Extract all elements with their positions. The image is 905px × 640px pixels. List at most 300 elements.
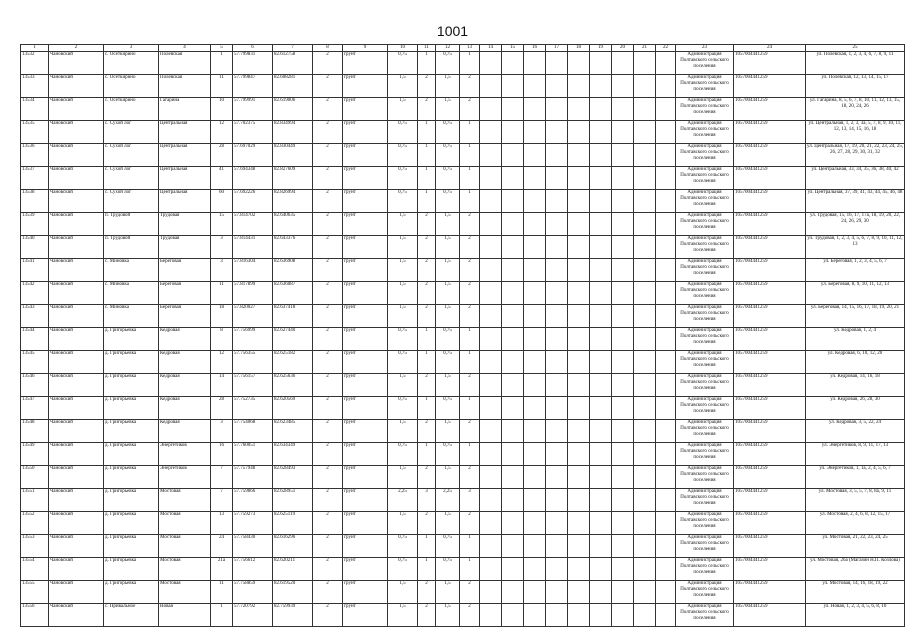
table-cell: Администрация Полтавского сельского поселения [676, 443, 734, 466]
table-cell [546, 397, 568, 420]
table-cell: 57.692226 [233, 190, 273, 213]
table-cell: 1 [460, 167, 480, 190]
table-cell: 57.758430 [233, 535, 273, 558]
table-cell [524, 512, 546, 535]
table-cell: 82.643376 [273, 236, 313, 259]
table-cell [568, 52, 590, 75]
table-cell [502, 489, 524, 512]
table-cell [656, 397, 676, 420]
table-cell [590, 121, 612, 144]
table-cell: 0,75 [388, 190, 418, 213]
table-cell [612, 75, 634, 98]
table-cell: 1057004441259 [734, 236, 806, 259]
table-cell [546, 558, 568, 581]
table-cell: 2 [460, 75, 480, 98]
table-cell: 1,5 [388, 604, 418, 627]
table-cell [612, 581, 634, 604]
table-cell [502, 397, 524, 420]
table-cell [524, 328, 546, 351]
table-cell: ул. Мостовая, 21, 22, 23, 24, 25 [806, 535, 905, 558]
column-header: 7 [273, 45, 313, 52]
table-cell: 1,5 [436, 581, 460, 604]
table-cell [546, 236, 568, 259]
table-cell [524, 558, 546, 581]
table-cell: 7 [211, 489, 233, 512]
table-cell: 2 [418, 259, 436, 282]
table-cell: ул. Центральная, 33, 34, 35, 36, 38, 40, 42 [806, 167, 905, 190]
table-cell: 1,5 [388, 98, 418, 121]
table-cell [568, 328, 590, 351]
table-cell [612, 604, 634, 627]
table-cell [480, 581, 502, 604]
table-cell [612, 52, 634, 75]
table-cell: Чановский [49, 558, 104, 581]
column-header: 4 [159, 45, 211, 52]
table-cell: Чановский [49, 305, 104, 328]
table-cell: 2 [418, 282, 436, 305]
table-cell: 82.627440 [273, 328, 313, 351]
table-cell: 2 [313, 558, 343, 581]
table-cell: 0,75 [388, 535, 418, 558]
table-cell [612, 190, 634, 213]
table-cell: 2 [313, 213, 343, 236]
table-cell [480, 121, 502, 144]
table-cell: 13545 [21, 351, 49, 374]
table-cell [612, 121, 634, 144]
table-cell: грунт [343, 52, 388, 75]
table-cell: Мостовая [159, 558, 211, 581]
table-cell [590, 98, 612, 121]
table-cell: грунт [343, 466, 388, 489]
table-cell: 2 [418, 466, 436, 489]
table-cell: 57.756355 [233, 351, 273, 374]
table-cell: 82.637418 [273, 305, 313, 328]
table-cell [612, 558, 634, 581]
table-cell [590, 236, 612, 259]
table-cell: 82.830449 [273, 144, 313, 167]
column-header: 5 [211, 45, 233, 52]
table-cell [612, 98, 634, 121]
table-cell [656, 374, 676, 397]
table-cell: 0,75 [388, 558, 418, 581]
table-cell: 57.754068 [233, 420, 273, 443]
table-cell [612, 167, 634, 190]
table-cell: Чановский [49, 259, 104, 282]
table-cell [590, 305, 612, 328]
table-cell: 57.799991 [233, 98, 273, 121]
table-cell [612, 144, 634, 167]
table-row [21, 420, 905, 443]
table-cell: ул. Центральная, 1, 2, 3, 3а, 5, 7, 8, 9, 10, 11, 12, 13, 14, 15, 16, 18 [806, 121, 905, 144]
table-cell: Администрация Полтавского сельского поселения [676, 328, 734, 351]
table-cell [502, 604, 524, 627]
table-row [21, 443, 905, 466]
table-cell [524, 604, 546, 627]
table-cell [480, 213, 502, 236]
table-cell: 1 [211, 52, 233, 75]
table-cell: грунт [343, 328, 388, 351]
table-cell [480, 351, 502, 374]
table-cell: грунт [343, 75, 388, 98]
table-cell: Администрация Полтавского сельского поселения [676, 512, 734, 535]
table-cell: Администрация Полтавского сельского поселения [676, 144, 734, 167]
table-cell: Береговая [159, 259, 211, 282]
table-cell [634, 282, 656, 305]
table-cell [634, 75, 656, 98]
table-cell [568, 259, 590, 282]
table-cell [524, 52, 546, 75]
table-cell [590, 420, 612, 443]
column-header: 20 [612, 45, 634, 52]
table-cell: 82.620569 [273, 397, 313, 420]
table-cell: 1 [460, 351, 480, 374]
table-cell: 0,75 [436, 558, 460, 581]
table-cell: 1,5 [436, 98, 460, 121]
table-cell [524, 489, 546, 512]
table-row [21, 305, 905, 328]
table-cell: ул. Центральная, 17, 19, 20, 21, 22, 23, 24, 25, 26, 27, 28, 29, 30, 31, 32 [806, 144, 905, 167]
table-cell: Администрация Полтавского сельского поселения [676, 98, 734, 121]
table-cell: 2 [313, 98, 343, 121]
table-cell: д. Григорьевка [104, 489, 159, 512]
table-cell: 13556 [21, 604, 49, 627]
table-cell: 0,75 [388, 52, 418, 75]
table-cell: 3 [211, 259, 233, 282]
table-cell: 3 [418, 489, 436, 512]
table-cell: 82.616296 [273, 535, 313, 558]
table-cell: Чановский [49, 351, 104, 374]
table-cell: 0,75 [436, 167, 460, 190]
table-cell: 2 [460, 259, 480, 282]
table-cell: 14 [211, 374, 233, 397]
table-row [21, 282, 905, 305]
table-cell: 13532 [21, 52, 49, 75]
table-cell [656, 236, 676, 259]
table-cell [480, 282, 502, 305]
table-cell [634, 236, 656, 259]
table-cell: грунт [343, 121, 388, 144]
table-cell [524, 98, 546, 121]
table-cell: Чановский [49, 190, 104, 213]
table-cell: 13540 [21, 236, 49, 259]
table-row [21, 535, 905, 558]
table-cell [524, 581, 546, 604]
column-header: 14 [480, 45, 502, 52]
table-cell [634, 604, 656, 627]
table-cell [612, 466, 634, 489]
table-cell [590, 167, 612, 190]
table-cell: 82.636087 [273, 282, 313, 305]
table-cell: Чановский [49, 489, 104, 512]
table-cell [634, 98, 656, 121]
table-cell [634, 512, 656, 535]
table-cell [502, 213, 524, 236]
table-cell: д. Григорьевка [104, 581, 159, 604]
table-cell: Мостовая [159, 535, 211, 558]
table-cell [568, 374, 590, 397]
table-cell: ул. Кедровая, 14, 16, 18 [806, 374, 905, 397]
table-cell [502, 121, 524, 144]
table-cell: 1,5 [388, 213, 418, 236]
table-cell: 57.814702 [233, 213, 273, 236]
table-cell: 1,5 [388, 282, 418, 305]
table-cell: 2 [313, 144, 343, 167]
table-cell [480, 167, 502, 190]
table-cell: с. Привальное [104, 604, 159, 627]
table-cell: 1,5 [436, 259, 460, 282]
table-cell: Кедровая [159, 351, 211, 374]
column-header: 18 [568, 45, 590, 52]
table-cell: 2 [313, 75, 343, 98]
table-cell: 1057004441259 [734, 98, 806, 121]
table-cell: грунт [343, 443, 388, 466]
table-cell [612, 282, 634, 305]
table-cell: 2 [313, 167, 343, 190]
table-cell [480, 466, 502, 489]
table-cell [524, 374, 546, 397]
table-cell: 28 [211, 144, 233, 167]
table-cell: 1 [418, 121, 436, 144]
table-cell: 82.826994 [273, 190, 313, 213]
table-cell: 13535 [21, 121, 49, 144]
table-cell: Полевская [159, 75, 211, 98]
table-cell [524, 535, 546, 558]
table-row [21, 581, 905, 604]
table-row [21, 190, 905, 213]
table-cell [568, 558, 590, 581]
table-cell: грунт [343, 259, 388, 282]
table-cell: 1,5 [388, 236, 418, 259]
table-cell: 13549 [21, 443, 49, 466]
table-cell [480, 144, 502, 167]
table-cell: ул. Мостовая, 26а (Магазин Н.П. Козлова) [806, 558, 905, 581]
table-cell: 82.628951 [273, 489, 313, 512]
table-cell [546, 213, 568, 236]
table-cell: 1,5 [436, 236, 460, 259]
table-cell: Администрация Полтавского сельского поселения [676, 581, 734, 604]
table-cell [634, 443, 656, 466]
table-cell: ул. Мостовая, 14, 16, 18, 19, 22 [806, 581, 905, 604]
table-cell: 2,25 [436, 489, 460, 512]
table-cell [524, 121, 546, 144]
table-cell: Администрация Полтавского сельского поселения [676, 190, 734, 213]
table-row [21, 98, 905, 121]
table-cell [612, 328, 634, 351]
table-cell: 0,75 [436, 328, 460, 351]
table-cell [502, 328, 524, 351]
table-cell: 1,5 [436, 604, 460, 627]
table-cell: 2 [313, 282, 343, 305]
table-cell [612, 443, 634, 466]
table-cell: 57.756157 [233, 374, 273, 397]
table-cell: 1057004441259 [734, 351, 806, 374]
table-row [21, 604, 905, 627]
table-cell: Центральная [159, 144, 211, 167]
table-cell: 0,75 [436, 144, 460, 167]
table-cell: ул. Гагарина, 8, 5, 6, 7, 8, 10, 11, 12, 13, 15, 18, 20, 24, 26 [806, 98, 905, 121]
table-cell [524, 236, 546, 259]
table-cell: 1057004441259 [734, 305, 806, 328]
table-cell [634, 167, 656, 190]
table-cell: 13551 [21, 489, 49, 512]
table-cell: 2 [313, 420, 343, 443]
table-cell: 2 [418, 420, 436, 443]
table-cell: ул. Кедровая, 26, 28, 30 [806, 397, 905, 420]
table-cell: ул. Полевская, 12, 13, 14, 15, 17 [806, 75, 905, 98]
table-cell: 2 [460, 98, 480, 121]
table-cell [480, 328, 502, 351]
table-cell: грунт [343, 213, 388, 236]
table-cell [480, 397, 502, 420]
table-cell [656, 443, 676, 466]
table-cell: 1,5 [388, 420, 418, 443]
table-cell: грунт [343, 236, 388, 259]
table-cell: 57.814431 [233, 236, 273, 259]
table-cell: грунт [343, 351, 388, 374]
table-cell [590, 558, 612, 581]
table-cell [590, 374, 612, 397]
column-header: 13 [460, 45, 480, 52]
table-cell [656, 489, 676, 512]
table-cell [656, 52, 676, 75]
column-header: 3 [104, 45, 159, 52]
table-cell [590, 259, 612, 282]
table-cell [546, 604, 568, 627]
table-cell [590, 466, 612, 489]
table-cell [590, 190, 612, 213]
table-cell [546, 52, 568, 75]
table-cell: 1,5 [436, 282, 460, 305]
table-cell: 2 [460, 282, 480, 305]
table-cell: 3 [211, 420, 233, 443]
table-cell [524, 190, 546, 213]
column-header: 19 [590, 45, 612, 52]
table-cell: 82.619006 [273, 98, 313, 121]
table-cell [568, 167, 590, 190]
table-cell [524, 305, 546, 328]
table-cell [612, 535, 634, 558]
table-cell [656, 351, 676, 374]
table-cell: Администрация Полтавского сельского поселения [676, 397, 734, 420]
table-cell [568, 466, 590, 489]
table-cell: 1 [418, 167, 436, 190]
table-cell: 1057004441259 [734, 282, 806, 305]
table-cell: 13537 [21, 167, 49, 190]
table-cell: Чановский [49, 98, 104, 121]
table-cell: 1,5 [388, 581, 418, 604]
table-cell [612, 397, 634, 420]
table-cell: 82.612758 [273, 52, 313, 75]
table-cell: грунт [343, 604, 388, 627]
table-cell: 57.752735 [233, 397, 273, 420]
table-cell: Трудовая [159, 236, 211, 259]
column-header: 25 [806, 45, 905, 52]
table-cell: 13534 [21, 98, 49, 121]
table-cell [480, 75, 502, 98]
table-cell [568, 604, 590, 627]
table-cell [480, 420, 502, 443]
table-cell [656, 604, 676, 627]
table-cell: 1,5 [388, 374, 418, 397]
table-row [21, 259, 905, 282]
table-cell: 82.620211 [273, 558, 313, 581]
table-cell [612, 305, 634, 328]
table-cell: 82.619520 [273, 581, 313, 604]
table-cell: 57.816304 [233, 259, 273, 282]
table-cell [634, 581, 656, 604]
table-cell: Администрация Полтавского сельского поселения [676, 351, 734, 374]
table-cell: грунт [343, 489, 388, 512]
table-cell [502, 374, 524, 397]
table-cell: 82.640635 [273, 213, 313, 236]
table-cell [590, 581, 612, 604]
table-cell: 13554 [21, 558, 49, 581]
table-cell: 1,5 [388, 259, 418, 282]
table-cell [656, 420, 676, 443]
table-cell [546, 121, 568, 144]
table-cell: 3 [211, 236, 233, 259]
table-cell: 11 [211, 581, 233, 604]
table-cell: 2 [313, 236, 343, 259]
table-cell [524, 466, 546, 489]
table-cell: 13546 [21, 374, 49, 397]
table-cell: 2,25 [388, 489, 418, 512]
table-cell [546, 489, 568, 512]
table-cell [612, 236, 634, 259]
column-header: 21 [634, 45, 656, 52]
table-cell: 1 [418, 328, 436, 351]
table-cell [634, 144, 656, 167]
table-cell: Гагарина [159, 98, 211, 121]
table-cell: ул. Береговая, 1, 2, 3, 4, 5, 6, 7 [806, 259, 905, 282]
table-cell [568, 213, 590, 236]
table-cell: Мостовая [159, 512, 211, 535]
table-cell: 2 [313, 305, 343, 328]
table-cell: 0,75 [388, 121, 418, 144]
table-cell: 1,5 [436, 213, 460, 236]
table-cell: 2 [460, 236, 480, 259]
table-cell: 2 [313, 581, 343, 604]
table-cell [656, 305, 676, 328]
table-cell: 13555 [21, 581, 49, 604]
table-cell [546, 351, 568, 374]
table-cell [590, 443, 612, 466]
table-cell: 13543 [21, 305, 49, 328]
table-cell: Чановский [49, 213, 104, 236]
table-row [21, 236, 905, 259]
table-cell: 11 [211, 282, 233, 305]
table-cell: Администрация Полтавского сельского поселения [676, 420, 734, 443]
table-cell [568, 351, 590, 374]
table-cell [546, 282, 568, 305]
table-row [21, 374, 905, 397]
table-cell [634, 351, 656, 374]
column-header: 2 [49, 45, 104, 52]
table-cell: Кедровая [159, 374, 211, 397]
table-cell [568, 98, 590, 121]
table-cell [502, 98, 524, 121]
table-cell [612, 213, 634, 236]
table-cell: Чановский [49, 167, 104, 190]
table-cell: грунт [343, 397, 388, 420]
table-cell: Администрация Полтавского сельского поселения [676, 236, 734, 259]
column-header: 1 [21, 45, 49, 52]
table-cell [480, 489, 502, 512]
table-cell [480, 443, 502, 466]
table-cell: 0,75 [436, 351, 460, 374]
table-cell: 0,75 [436, 121, 460, 144]
table-cell: Администрация Полтавского сельского поселения [676, 604, 734, 627]
